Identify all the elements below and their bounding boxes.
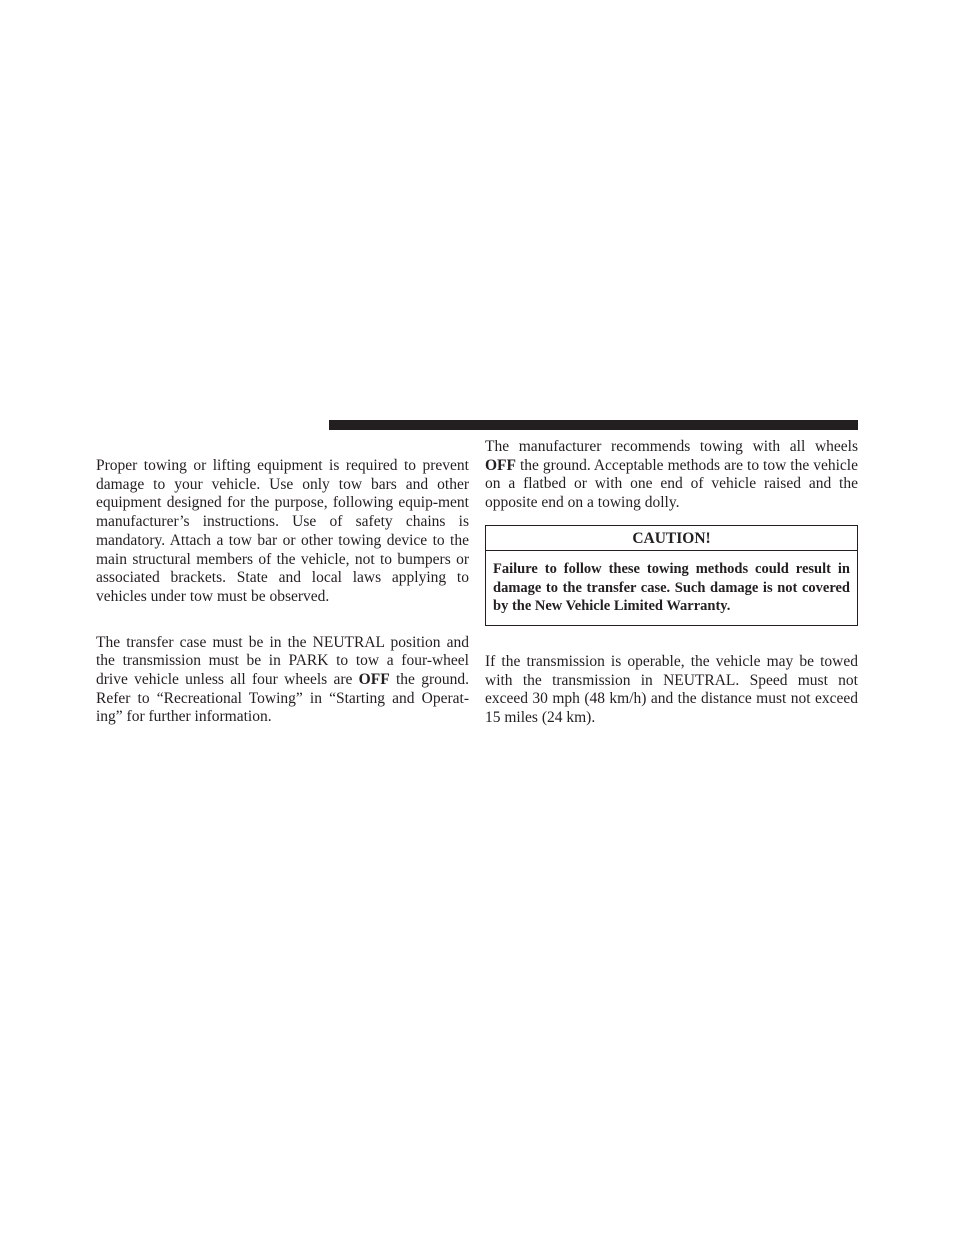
transfer-case-paragraph <box>96 634 469 728</box>
manufacturer-recommendation-paragraph <box>485 438 858 513</box>
off-emphasis: OFF <box>485 456 516 474</box>
recommendation-text-a: The manufacturer recommends towing with all wheels <box>485 438 858 455</box>
transfer-case-text-a: The transfer case must be in the NEUTRAL position and the transmission must be in PARK to tow a four-wheel drive vehicle unless all four wheels are <box>96 633 469 689</box>
caution-box <box>485 525 858 626</box>
section-header-bar <box>329 420 858 430</box>
caution-title: CAUTION! <box>486 526 857 551</box>
right-column <box>485 438 858 728</box>
off-emphasis: OFF <box>358 671 390 689</box>
transfer-case-text-b: the ground. Refer to “Recreational Towing” in “Starting and Operat-ing” for further information. <box>96 671 469 726</box>
towing-equipment-paragraph: Proper towing or lifting equipment is required to prevent damage to your vehicle. Use only tow bars and other equipment designed for the purpose, following equip-ment manufacturer’s instructions. Use of safety chains is mandatory. Attach a tow bar or other towing device to the main structural members of the vehicle, not to bumpers or associated brackets. State and local laws applying to vehicles under tow must be observed. <box>96 457 469 605</box>
recommendation-text-b: the ground. Acceptable methods are to tow the vehicle on a flatbed or with one end of vehicle raised and the opposite end on a towing dolly. <box>485 456 858 512</box>
left-column <box>96 457 469 727</box>
caution-text: Failure to follow these towing methods could result in damage to the transfer case. Such damage is not covered by the New Vehicle Limited Warranty. <box>493 560 850 615</box>
neutral-towing-paragraph: If the transmission is operable, the vehicle may be towed with the transmission in NEUTRAL. Speed must not exceed 30 mph (48 km/h) and the distance must not exceed 15 miles (24 km). <box>485 652 858 727</box>
